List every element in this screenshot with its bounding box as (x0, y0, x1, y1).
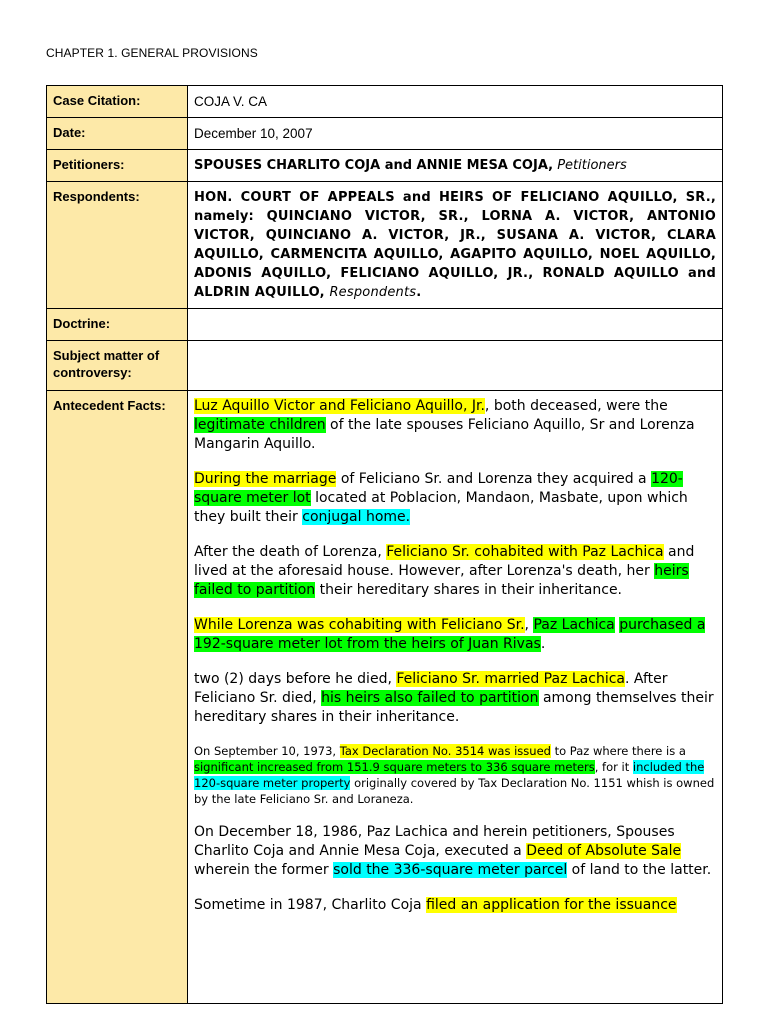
case-citation-label: Case Citation: (47, 86, 188, 118)
highlight-green: heirs failed to partition (194, 563, 689, 598)
facts-text: located at Poblacion, Mandaon, Masbate, upon which they built their (194, 490, 688, 525)
highlight-yellow: Feliciano Sr. cohabited with Paz Lachica (386, 544, 664, 560)
respondents-names: HON. COURT OF APPEALS and HEIRS OF FELICIANO AQUILLO, SR., namely: QUINCIANO VICTOR, SR., LORNA A. VICTOR, ANTONIO VICTOR, QUINCIANO A. VICTOR, JR., SUSANA A. VICTOR, CLARA AQUILLO, CARMENCITA AQUILLO, AGAPITO AQUILLO, NOEL AQUILLO, ADONIS AQUILLO, FELICIANO AQUILLO, JR., RONALD AQUILLO and ALDRIN AQUILLO, (194, 190, 716, 300)
facts-paragraph (194, 470, 716, 527)
facts-paragraph (194, 397, 716, 454)
highlight-green: legitimate children (194, 417, 326, 433)
facts-text: , (524, 617, 534, 633)
highlight-yellow: filed an application for the issuance (426, 897, 677, 913)
facts-text: On September 10, 1973, (194, 744, 340, 758)
subject-matter-label: Subject matter of controversy: (47, 341, 188, 391)
date-label: Date: (47, 118, 188, 150)
facts-text: among themselves their hereditary shares in their inheritance. (194, 690, 714, 725)
highlight-yellow: Deed of Absolute Sale (526, 843, 682, 859)
highlight-green: Paz Lachica (533, 617, 615, 633)
facts-text: On December 18, 1986, Paz Lachica and herein petitioners, Spouses Charlito Coja and Annie Mesa Coja, executed a (194, 824, 675, 859)
facts-text: of Feliciano Sr. and Lorenza they acquired a (336, 471, 652, 487)
highlight-yellow: Luz Aquillo Victor and Feliciano Aquillo, Jr. (194, 398, 485, 414)
highlight-green: 120-square meter lot (194, 471, 683, 506)
facts-text: of land to the latter. (567, 862, 712, 878)
facts-text: and lived at the aforesaid house. However, after Lorenza's death, her (194, 544, 695, 579)
facts-text: , both deceased, were the (484, 398, 668, 414)
antecedent-facts-value (188, 391, 723, 1004)
highlight-yellow: During the marriage (194, 471, 337, 487)
highlight-green: significant increased from 151.9 square meters to 336 square meters (194, 760, 595, 774)
facts-paragraph (194, 543, 716, 600)
highlight-cyan: included the 120-square meter property (194, 760, 705, 790)
highlight-cyan: conjugal home. (302, 509, 411, 525)
facts-text: , for it (594, 760, 633, 774)
case-citation-value: COJA V. CA (188, 86, 723, 118)
highlight-cyan: sold the 336-square meter parcel (333, 862, 568, 878)
respondents-label: Respondents: (47, 182, 188, 309)
antecedent-facts-label: Antecedent Facts: (47, 391, 188, 1004)
facts-text: two (2) days before he died, (194, 671, 397, 687)
petitioners-suffix: Petitioners (557, 158, 627, 173)
facts-text: to Paz where there is a (550, 744, 686, 758)
facts-text: . After Feliciano Sr. died, (194, 671, 668, 706)
facts-paragraph (194, 670, 716, 727)
row-petitioners (47, 150, 723, 182)
chapter-heading: CHAPTER 1. GENERAL PROVISIONS (46, 46, 258, 60)
facts-paragraph (194, 896, 716, 915)
highlight-yellow: Feliciano Sr. married Paz Lachica (396, 671, 625, 687)
facts-text: . (540, 636, 546, 652)
petitioners-value (188, 150, 723, 182)
doctrine-label: Doctrine: (47, 309, 188, 341)
row-doctrine (47, 309, 723, 341)
doctrine-value (188, 309, 723, 341)
facts-paragraph (194, 743, 716, 807)
facts-text: Sometime in 1987, Charlito Coja (194, 897, 427, 913)
petitioners-label: Petitioners: (47, 150, 188, 182)
facts-text: After the death of Lorenza, (194, 544, 387, 560)
row-antecedent-facts (47, 391, 723, 1004)
highlight-green: his heirs also failed to partition (321, 690, 539, 706)
highlight-green: purchased a 192-square meter lot from the heirs of Juan Rivas (194, 617, 706, 652)
subject-matter-value (188, 341, 723, 391)
row-subject-matter (47, 341, 723, 391)
petitioners-names: SPOUSES CHARLITO COJA and ANNIE MESA COJA, (194, 158, 554, 173)
row-respondents (47, 182, 723, 309)
row-date (47, 118, 723, 150)
date-value: December 10, 2007 (188, 118, 723, 150)
highlight-yellow: While Lorenza was cohabiting with Feliciano Sr. (194, 617, 525, 633)
facts-paragraph (194, 823, 716, 880)
facts-text: originally covered by Tax Declaration No. 1151 whish is owned by the late Feliciano Sr. and Loraneza. (194, 776, 715, 806)
respondents-suffix: Respondents (329, 285, 417, 300)
respondents-value: HON. COURT OF APPEALS and HEIRS OF FELICIANO AQUILLO, SR., namely: QUINCIANO VICTOR, SR., LORNA A. VICTOR, ANTONIO VICTOR, QUINCIANO A. VICTOR, JR., SUSANA A. VICTOR, CLARA AQUILLO, CARMENCITA AQUILLO, AGAPITO AQUILLO, NOEL AQUILLO, ADONIS AQUILLO, FELICIANO AQUILLO, JR., RONALD AQUILLO and ALDRIN AQUILLO, Respondents. (188, 182, 723, 309)
case-digest-table (46, 85, 723, 1004)
facts-text: wherein the former (194, 862, 334, 878)
facts-text: of the late spouses Feliciano Aquillo, Sr and Lorenza Mangarin Aquillo. (194, 417, 695, 452)
facts-text: their hereditary shares in their inheritance. (315, 582, 623, 598)
row-case-citation (47, 86, 723, 118)
highlight-yellow: Tax Declaration No. 3514 was issued (339, 744, 551, 758)
facts-paragraph (194, 616, 716, 654)
